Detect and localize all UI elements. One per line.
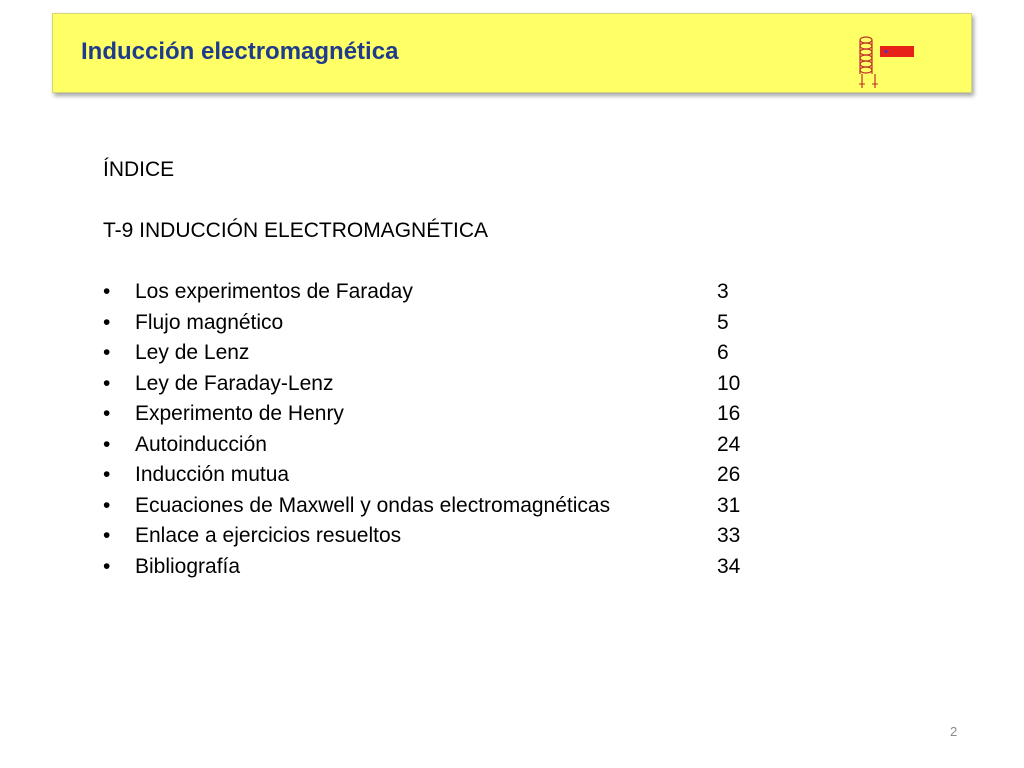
toc-item[interactable] bbox=[103, 552, 803, 583]
toc-item-label: Flujo magnético bbox=[135, 310, 284, 334]
toc-item-page: 31 bbox=[717, 493, 741, 517]
toc-item[interactable] bbox=[103, 399, 803, 430]
toc-item-page: 26 bbox=[717, 463, 741, 486]
toc-item-page: 3 bbox=[717, 280, 729, 303]
bullet-icon: • bbox=[103, 524, 111, 547]
toc-item-page: 34 bbox=[717, 554, 741, 578]
toc-item[interactable] bbox=[103, 491, 803, 522]
toc-item-label: Ley de Faraday-Lenz bbox=[135, 371, 334, 395]
toc-item[interactable] bbox=[103, 460, 803, 491]
toc-item-page: 6 bbox=[717, 341, 729, 364]
toc-item-page: 16 bbox=[717, 402, 741, 425]
toc-item[interactable] bbox=[103, 521, 803, 552]
toc-item-label: Inducción mutua bbox=[135, 463, 290, 486]
index-heading: ÍNDICE bbox=[103, 158, 175, 181]
bullet-icon: • bbox=[103, 280, 111, 303]
toc-item[interactable] bbox=[103, 277, 803, 308]
bullet-icon: • bbox=[103, 463, 111, 486]
toc-item-label: Bibliografía bbox=[135, 554, 241, 578]
bullet-icon: • bbox=[103, 554, 111, 578]
bullet-icon: • bbox=[103, 493, 111, 517]
spacer bbox=[103, 186, 803, 217]
table-of-contents bbox=[103, 155, 803, 582]
toc-item-page: 33 bbox=[717, 524, 741, 547]
toc-item-label: Autoinducción bbox=[135, 432, 267, 456]
toc-item[interactable] bbox=[103, 430, 803, 461]
coil-magnet-icon bbox=[804, 18, 914, 88]
page-title: Inducción electromagnética bbox=[81, 38, 399, 65]
toc-item[interactable] bbox=[103, 338, 803, 369]
toc-item-page: 5 bbox=[717, 310, 729, 334]
bullet-icon: • bbox=[103, 402, 111, 425]
bullet-icon: • bbox=[103, 310, 111, 334]
toc-item-page: 24 bbox=[717, 432, 741, 456]
toc-list bbox=[103, 277, 803, 582]
toc-item-label: Experimento de Henry bbox=[135, 402, 344, 425]
toc-item[interactable] bbox=[103, 369, 803, 400]
toc-item-label: Ecuaciones de Maxwell y ondas electromagnéticas bbox=[135, 493, 611, 517]
slide-number: 2 bbox=[950, 724, 958, 739]
section-heading: T-9 INDUCCIÓN ELECTROMAGNÉTICA bbox=[103, 219, 489, 242]
toc-item-page: 10 bbox=[717, 371, 741, 395]
toc-item-label: Los experimentos de Faraday bbox=[135, 280, 413, 303]
toc-item[interactable] bbox=[103, 308, 803, 339]
bullet-icon: • bbox=[103, 341, 111, 364]
spacer bbox=[103, 247, 803, 278]
bullet-icon: • bbox=[103, 371, 111, 395]
toc-item-label: Enlace a ejercicios resueltos bbox=[135, 524, 402, 547]
bullet-icon: • bbox=[103, 432, 111, 456]
toc-item-label: Ley de Lenz bbox=[135, 341, 250, 364]
